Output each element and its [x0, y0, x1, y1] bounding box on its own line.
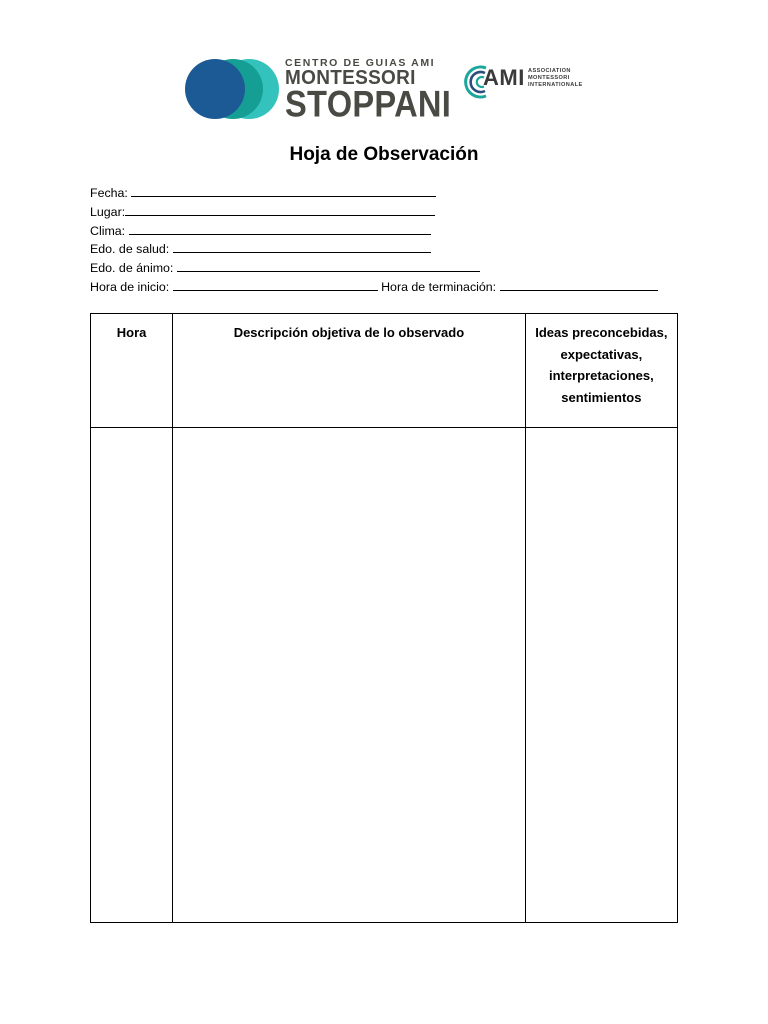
logo-stoppani	[185, 56, 452, 126]
cell-ideas[interactable]	[525, 428, 677, 923]
field-label: Clima:	[90, 223, 129, 238]
field-salud	[90, 239, 710, 258]
field-lugar	[90, 202, 710, 221]
fill-line[interactable]	[125, 202, 435, 216]
header-hora: Hora	[91, 314, 173, 428]
field-label: Lugar:	[90, 204, 126, 219]
field-label: Edo. de ánimo:	[90, 261, 177, 276]
logo-ami	[464, 64, 584, 102]
field-animo	[90, 258, 710, 277]
header-descripcion: Descripción objetiva de lo observado	[173, 314, 526, 428]
fill-line[interactable]	[173, 277, 378, 291]
ami-subtitle: ASSOCIATION MONTESSORI INTERNATIONALE	[528, 68, 583, 88]
form-fields	[90, 183, 710, 296]
cell-descripcion[interactable]	[173, 428, 526, 923]
fill-line[interactable]	[129, 221, 431, 235]
logo-line-2: MONTESSORI	[285, 67, 416, 90]
fill-line[interactable]	[500, 277, 658, 291]
fill-line[interactable]	[131, 183, 436, 197]
field-label: Edo. de salud:	[90, 242, 173, 257]
table-header-row	[91, 314, 678, 428]
logo-line-1: CENTRO DE GUIAS AMI	[285, 57, 436, 69]
page-title: Hoja de Observación	[289, 144, 479, 165]
fill-line[interactable]	[173, 239, 431, 253]
field-label: Fecha:	[90, 186, 132, 200]
fill-line[interactable]	[177, 258, 480, 272]
field-fecha	[90, 183, 710, 202]
cell-hora[interactable]	[91, 428, 173, 923]
header-ideas: Ideas preconcebidas, expectativas, interpretaciones, sentimientos	[525, 314, 677, 428]
field-clima	[90, 221, 710, 240]
field-horas	[90, 277, 710, 296]
logo-text	[285, 56, 452, 126]
field-label-2: Hora de terminación:	[377, 279, 500, 294]
observation-table	[90, 313, 678, 923]
ami-word: AMI	[483, 65, 525, 90]
field-label: Hora de inicio:	[90, 279, 173, 294]
table-row	[91, 428, 678, 923]
logo-line-3: STOPPANI	[285, 84, 452, 126]
logo-circles-icon	[185, 59, 281, 119]
